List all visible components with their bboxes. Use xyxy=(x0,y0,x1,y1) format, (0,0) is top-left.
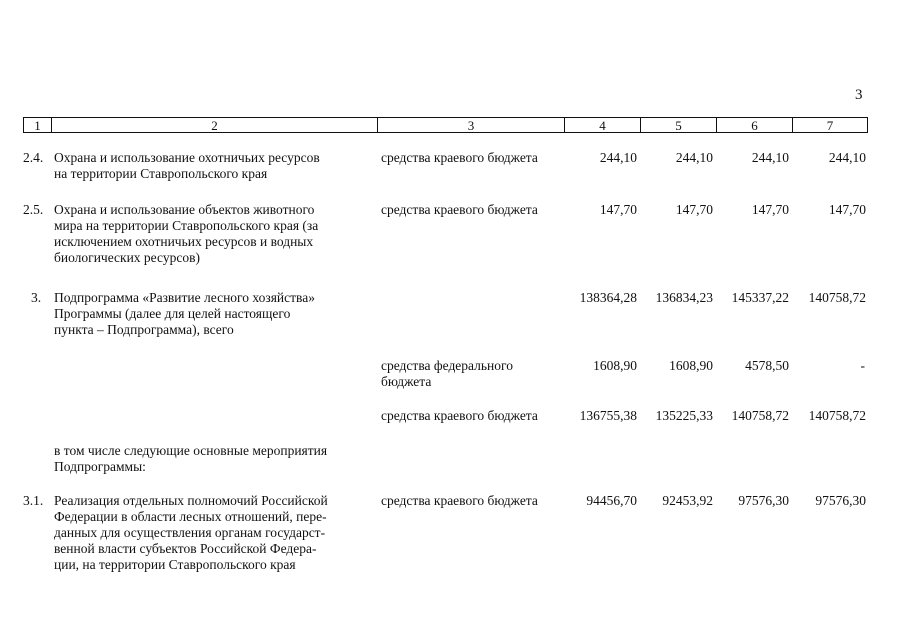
funding-source: средства краевого бюджета xyxy=(381,408,538,423)
value-col6: 244,10 xyxy=(751,150,789,165)
funding-source: средства краевого бюджета xyxy=(381,493,538,508)
header-cell-6: 6 xyxy=(716,117,792,133)
value-col4: 147,70 xyxy=(599,202,637,217)
value-col4: 138364,28 xyxy=(579,290,637,305)
header-cell-3: 3 xyxy=(377,117,564,133)
value-col5: 1608,90 xyxy=(669,358,713,373)
value-col6: 4578,50 xyxy=(745,358,789,373)
funding-source: средства федерального бюджета xyxy=(381,358,513,389)
value-col5: 136834,23 xyxy=(655,290,713,305)
value-col7: 97576,30 xyxy=(815,493,866,508)
value-col6: 97576,30 xyxy=(738,493,789,508)
value-col6: 147,70 xyxy=(751,202,789,217)
funding-source: средства краевого бюджета xyxy=(381,202,538,217)
header-cell-2: 2 xyxy=(51,117,377,133)
row-description: Реализация отдельных полномочий Российской Федерации в области лесных отношений, пере- данных для осуществления органам государст- венной власти субъектов Российской Федера- ции, на территории Ставропольского края xyxy=(54,493,328,572)
value-col5: 92453,92 xyxy=(662,493,713,508)
row-description: Охрана и использование охотничьих ресурсов на территории Ставропольского края xyxy=(54,150,320,181)
header-cell-4: 4 xyxy=(564,117,640,133)
value-col5: 147,70 xyxy=(675,202,713,217)
row-description: Охрана и использование объектов животного мира на территории Ставропольского края (за исключением охотничьих ресурсов и водных биологических ресурсов) xyxy=(54,202,319,265)
value-col4: 136755,38 xyxy=(579,408,637,423)
row-number: 3. xyxy=(31,290,42,305)
value-col5: 244,10 xyxy=(675,150,713,165)
row-number: 2.4. xyxy=(23,150,44,165)
value-col4: 1608,90 xyxy=(593,358,637,373)
value-col6: 145337,22 xyxy=(731,290,789,305)
value-col7: 147,70 xyxy=(828,202,866,217)
value-col6: 140758,72 xyxy=(731,408,789,423)
value-col7: 140758,72 xyxy=(808,408,866,423)
value-col7: - xyxy=(860,358,865,373)
row-description: Подпрограмма «Развитие лесного хозяйства» Программы (далее для целей настоящего пункта – Подпрограмма), всего xyxy=(54,290,315,337)
value-col4: 244,10 xyxy=(599,150,637,165)
value-col5: 135225,33 xyxy=(655,408,713,423)
value-col7: 244,10 xyxy=(828,150,866,165)
header-cell-1: 1 xyxy=(23,117,51,133)
value-col7: 140758,72 xyxy=(808,290,866,305)
value-col4: 94456,70 xyxy=(586,493,637,508)
header-cell-5: 5 xyxy=(640,117,716,133)
row-number: 2.5. xyxy=(23,202,44,217)
funding-source: средства краевого бюджета xyxy=(381,150,538,165)
page-number: 3 xyxy=(855,87,863,103)
row-number: 3.1. xyxy=(23,493,44,508)
subsection-note: в том числе следующие основные мероприятия Подпрограммы: xyxy=(54,443,328,474)
header-cell-7: 7 xyxy=(792,117,868,133)
